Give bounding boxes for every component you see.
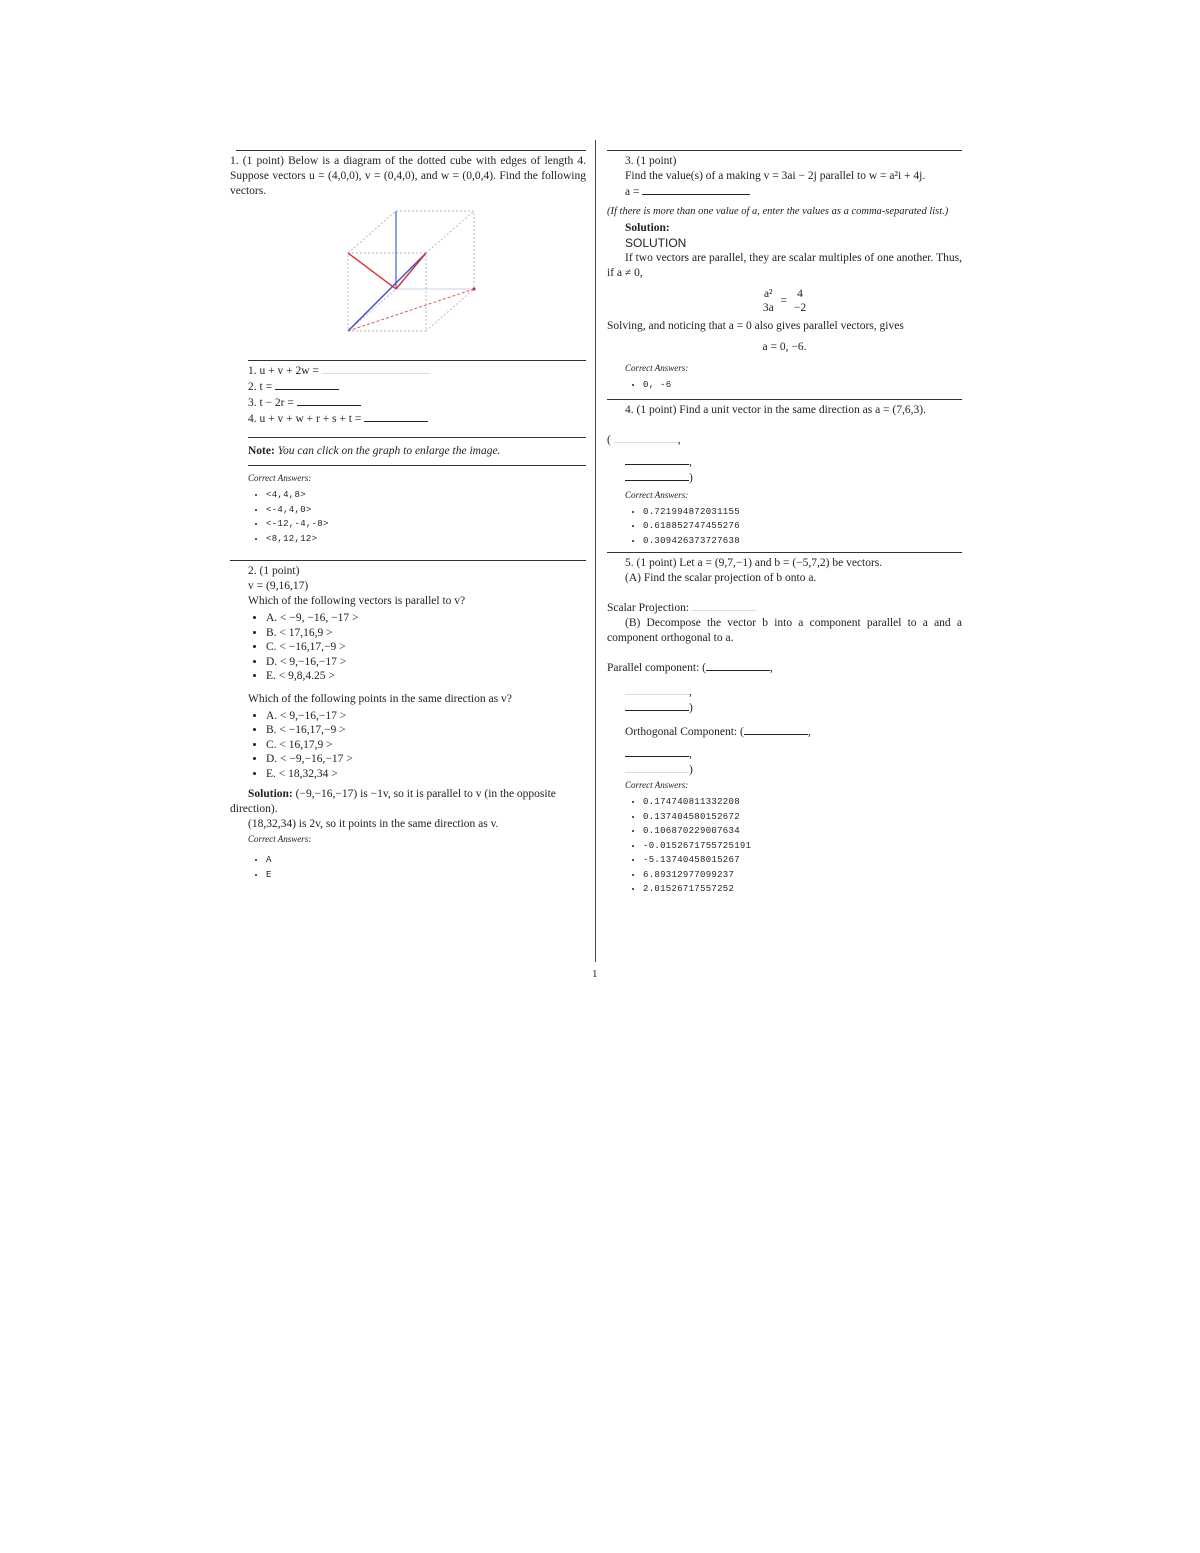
vector-definition: v = (9,16,17)	[248, 580, 309, 592]
question-parallel: Which of the following vectors is parallel to v?	[248, 595, 466, 607]
cube-back-face	[396, 211, 474, 289]
parallel-input[interactable]	[625, 684, 689, 695]
parallel-line-2: ,	[607, 684, 962, 700]
correct-answer: • 0.618852747455276	[643, 519, 962, 534]
note-label: Note:	[248, 445, 275, 457]
problem-5-header: 5. (1 point) Let a = (9,7,−1) and b = (−5,7,2) be vectors.	[625, 557, 883, 569]
option[interactable]: • E. < 18,32,34 >	[266, 767, 586, 782]
answer-line	[248, 363, 586, 379]
correct-answer: • 0, -6	[643, 378, 962, 393]
answer-line	[248, 411, 586, 427]
problem-3-question: Find the value(s) of a making v = 3ai − 2j parallel to w = a²i + 4j.	[625, 170, 926, 182]
p4-answers	[607, 505, 962, 549]
correct-answer: • <-4,4,0>	[266, 503, 586, 518]
correct-answer: • 6.89312977099237	[643, 868, 962, 883]
option[interactable]: • A. < −9, −16, −17 >	[266, 611, 586, 626]
correct-answers-label: Correct Answers:	[625, 363, 689, 373]
orthogonal-line-2: ,	[607, 746, 962, 762]
item-label: 4. u + v + w + r + s + t =	[248, 413, 362, 425]
p5-answers	[607, 795, 962, 897]
close-paren: )	[689, 471, 693, 484]
equals-sign: =	[780, 294, 788, 307]
solution-text: If two vectors are parallel, they are scalar multiples of one another. Thus, if a ≠ 0,	[607, 252, 962, 279]
component-line	[607, 454, 962, 470]
vector-t	[348, 289, 474, 331]
problem-2-header: 2. (1 point)	[248, 565, 300, 577]
denominator: 3a	[762, 302, 774, 314]
scalar-label: Scalar Projection:	[607, 602, 690, 614]
vector-blue-diagonal	[348, 253, 426, 331]
correct-answer: • <-12,-4,-8>	[266, 517, 586, 532]
orthogonal-input[interactable]	[744, 724, 808, 735]
correct-answer: • -0.0152671755725191	[643, 839, 962, 854]
cube-edge	[426, 211, 474, 253]
vector-r	[348, 253, 396, 289]
component-input[interactable]	[625, 454, 689, 465]
component-input[interactable]	[625, 470, 689, 481]
result: a = 0, −6.	[762, 341, 807, 353]
scalar-input[interactable]	[692, 600, 756, 611]
correct-answer: • 0.721994872031155	[643, 505, 962, 520]
parallel-input[interactable]	[706, 660, 770, 671]
option[interactable]: • B. < −16,17,−9 >	[266, 723, 586, 738]
question-same-direction: Which of the following points in the same direction as v?	[248, 692, 512, 705]
column-divider	[595, 140, 596, 962]
correct-answer: • E	[266, 868, 586, 883]
comma: ,	[677, 433, 681, 446]
parallel-options	[230, 611, 586, 684]
correct-answers-label: Correct Answers:	[248, 834, 312, 844]
close-paren: )	[689, 702, 693, 714]
fraction-left	[763, 287, 774, 315]
solution-label: Solution:	[625, 222, 670, 234]
option[interactable]: • E. < 9,8,4.25 >	[266, 669, 586, 684]
answer-input[interactable]	[322, 363, 430, 374]
solution-heading: SOLUTION	[625, 236, 687, 250]
orthogonal-line-3	[607, 762, 962, 778]
correct-answer: • <8,12,12>	[266, 532, 586, 547]
parallel-line: Parallel component: ( ,	[607, 662, 773, 674]
solution-label: Solution:	[248, 788, 293, 800]
solution-text: (−9,−16,−17) is −1v, so it is parallel to v (in the opposite direction).	[230, 788, 556, 815]
correct-answer: • 2.01526717557252	[643, 882, 962, 897]
unit-vector-input-line	[607, 432, 962, 448]
p2-answers	[230, 853, 586, 882]
correct-answer: • 0.137404580152672	[643, 810, 962, 825]
correct-answers-label: Correct Answers:	[625, 489, 689, 500]
cube-edge	[348, 211, 396, 253]
correct-answer: • 0.106870229007634	[643, 824, 962, 839]
problem-3-header: 3. (1 point)	[625, 155, 677, 167]
answer-input[interactable]	[297, 395, 361, 406]
option[interactable]: • D. < 9,−16,−17 >	[266, 655, 586, 670]
item-label: 3. t − 2r =	[248, 397, 294, 409]
hint: (If there is more than one value of a, enter the values as a comma-separated list.)	[607, 206, 949, 217]
open-paren: (	[607, 433, 611, 446]
fraction-right	[794, 287, 806, 315]
solution-1	[230, 787, 586, 817]
component-line	[607, 470, 962, 486]
option[interactable]: • C. < −16,17,−9 >	[266, 640, 586, 655]
arrowhead	[472, 287, 475, 290]
close-paren: )	[689, 764, 693, 776]
solving-text: Solving, and noticing that a = 0 also gives parallel vectors, gives	[607, 320, 904, 332]
scalar-projection-line	[607, 600, 962, 616]
note	[230, 444, 586, 459]
problem-1-header: 1. (1 point) Below is a diagram of the dotted cube with edges of length 4. Suppose vectors u = (4,0,0), v = (0,4,0), and w = (0,0,4). Find the following vectors.	[230, 155, 586, 197]
part-b: (B) Decompose the vector b into a component parallel to a and a component orthogonal to a.	[607, 617, 962, 644]
option[interactable]: • C. < 16,17,9 >	[266, 738, 586, 753]
correct-answer: • A	[266, 853, 586, 868]
page-number: 1	[592, 968, 598, 980]
orthogonal-label: Orthogonal Component: (	[625, 726, 744, 738]
orthogonal-input[interactable]	[625, 746, 689, 757]
part-a: (A) Find the scalar projection of b onto a.	[625, 572, 817, 584]
parallel-input[interactable]	[625, 700, 689, 711]
p1-answers	[230, 488, 586, 546]
direction-options	[230, 709, 586, 782]
option[interactable]: • A. < 9,−16,−17 >	[266, 709, 586, 724]
cube-edge	[426, 289, 474, 331]
orthogonal-line: Orthogonal Component: ( ,	[625, 726, 811, 738]
p3-answers	[607, 378, 962, 393]
option[interactable]: • B. < 17,16,9 >	[266, 626, 586, 641]
orthogonal-input[interactable]	[625, 762, 689, 773]
answer-line	[248, 395, 586, 411]
right-column	[607, 150, 962, 899]
a-answer-line	[607, 184, 962, 200]
denominator: −2	[793, 302, 807, 314]
solution-2: (18,32,34) is 2v, so it points in the same direction as v.	[248, 818, 499, 830]
vector-s	[396, 253, 426, 289]
answer-input[interactable]	[275, 379, 339, 390]
item-label: 2. t =	[248, 381, 273, 393]
component-input[interactable]	[614, 432, 678, 443]
cube-diagram[interactable]	[230, 203, 586, 348]
correct-answer: • <4,4,8>	[266, 488, 586, 503]
numerator: 4	[797, 288, 803, 300]
problem-4-header: 4. (1 point) Find a unit vector in the same direction as a = (7,6,3).	[625, 403, 926, 416]
correct-answer: • 0.174740811332208	[643, 795, 962, 810]
correct-answers-label: Correct Answers:	[625, 780, 689, 790]
numerator: a²	[763, 288, 773, 300]
answer-input[interactable]	[364, 411, 428, 422]
item-label: 1. u + v + 2w =	[248, 365, 319, 377]
option[interactable]: • D. < −9,−16,−17 >	[266, 752, 586, 767]
correct-answers-label: Correct Answers:	[248, 473, 312, 483]
a-input[interactable]	[642, 184, 750, 195]
comma: ,	[689, 455, 692, 468]
left-column	[230, 150, 586, 884]
parallel-line-3	[607, 700, 962, 716]
correct-answer: • 0.309426373727638	[643, 534, 962, 549]
note-text: You can click on the graph to enlarge the image.	[277, 445, 501, 457]
a-label: a =	[625, 186, 640, 198]
answer-line	[248, 379, 586, 395]
fraction-equation	[607, 287, 962, 315]
correct-answer: • -5.13740458015267	[643, 853, 962, 868]
parallel-label: Parallel component: (	[607, 662, 706, 674]
